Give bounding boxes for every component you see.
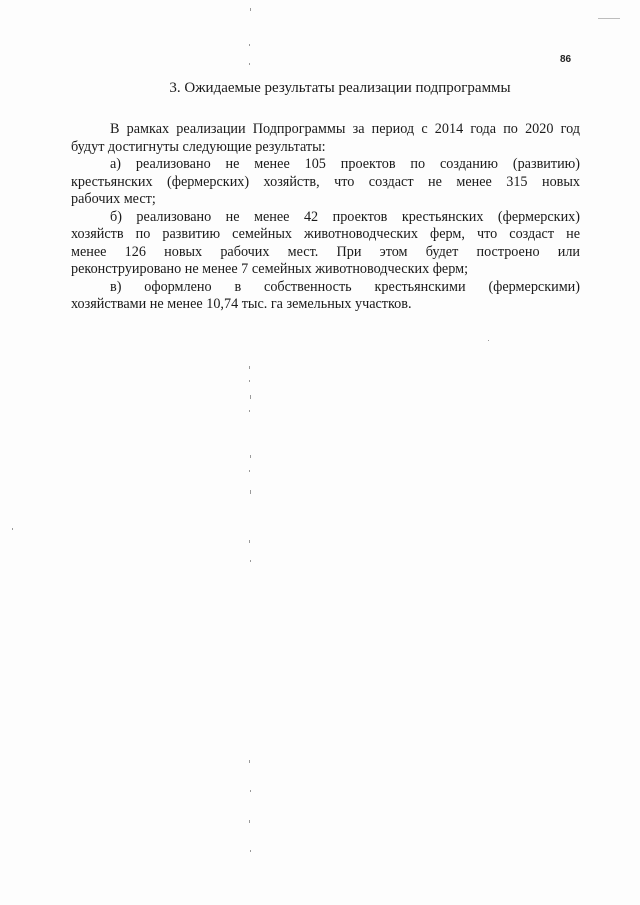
intro-line-2: будут достигнуты следующие результаты: [71,138,326,155]
scan-speck [250,850,251,852]
scan-speck [249,820,250,823]
item-c-paragraph [71,279,580,314]
item-b-line-1: б) реализовано не менее 42 проектов крестьянских (фермерских) [110,208,580,225]
scan-speck [249,63,250,65]
item-a-line-1: а) реализовано не менее 105 проектов по созданию (развитию) [110,156,580,172]
scan-artifact-line [598,18,620,19]
intro-line-1: В рамках реализации Подпрограммы за период с 2014 года по 2020 год [110,121,580,137]
item-b-line-2: хозяйств по развитию семейных животноводческих ферм, что создаст не [71,226,580,242]
scan-speck [250,455,251,458]
document-body [71,121,580,314]
item-b-line-4: реконструировано не менее 7 семейных животноводческих ферм; [71,261,469,277]
scan-speck [250,395,251,399]
scan-speck [249,410,250,412]
scan-speck [249,470,250,472]
scan-speck [249,366,250,369]
section-title: 3. Ожидаемые результаты реализации подпрограммы [169,80,511,96]
item-c-line-1: в) оформлено в собственность крестьянскими (фермерскими) [110,278,580,295]
intro-paragraph [71,121,580,156]
scan-speck [250,490,251,494]
item-c-line-2: хозяйствами не менее 10,74 тыс. га земельных участков. [71,296,412,312]
scan-speck [250,790,251,792]
item-b-line-3: менее 126 новых рабочих мест. При этом будет построено или [71,243,580,260]
page-number: 86 [560,54,572,65]
scan-speck [12,528,13,530]
item-a-line-3: рабочих мест; [71,191,156,207]
item-a-line-2: крестьянских (фермерских) хозяйств, что создаст не менее 315 новых [71,173,580,190]
scan-speck [250,560,251,562]
item-a-paragraph [71,156,580,209]
scan-speck [249,44,250,46]
scan-speck [488,340,489,341]
item-b-paragraph [71,209,580,279]
scan-speck [250,8,251,11]
scan-speck [249,380,250,382]
scan-speck [249,540,250,543]
scan-speck [249,760,250,763]
